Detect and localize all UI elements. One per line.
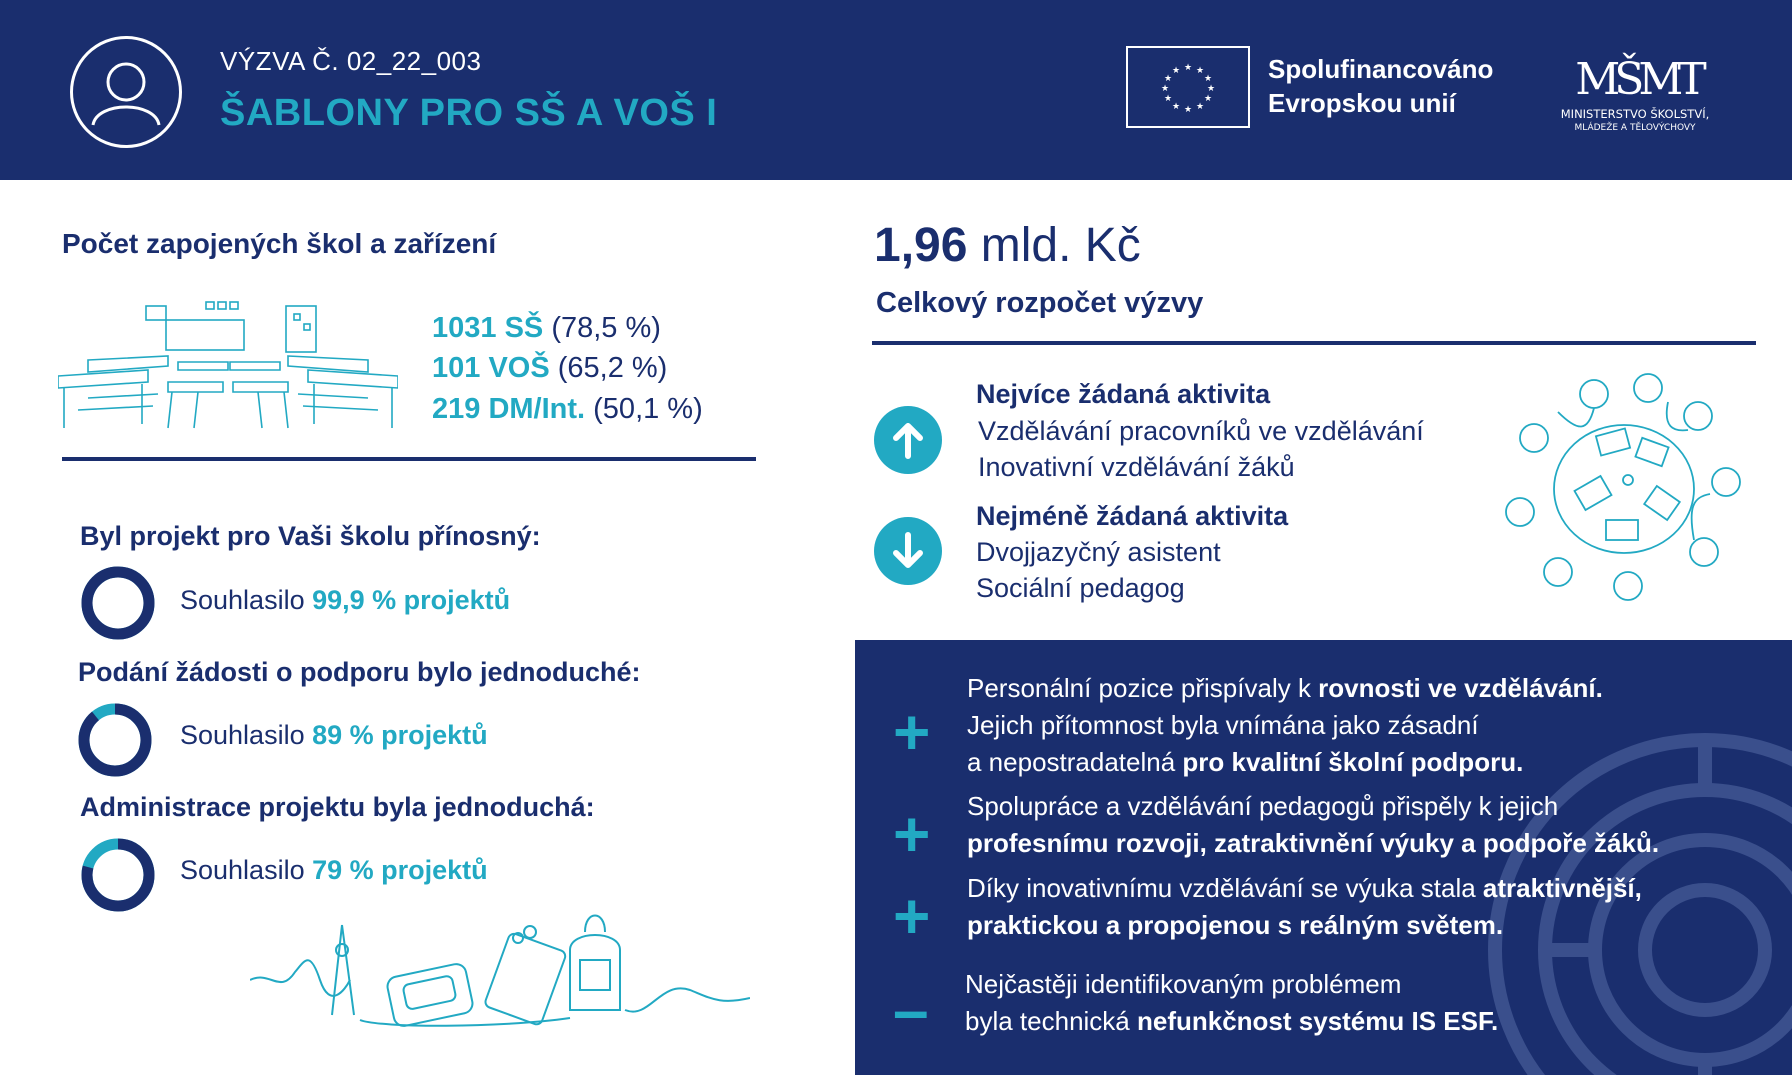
eu-line-2: Evropskou unií [1268, 88, 1456, 118]
arrow-up-icon [874, 406, 942, 474]
svg-text:★: ★ [1163, 74, 1173, 84]
user-icon [70, 36, 182, 148]
donut-chart-2 [77, 702, 153, 778]
budget-amount-number: 1,96 [874, 219, 968, 272]
plus-icon: + [893, 880, 931, 952]
svg-text:★: ★ [1171, 66, 1181, 76]
header-bar [0, 0, 1792, 180]
stat-dm-pct: (50,1 %) [585, 393, 703, 425]
donut-value-arc [84, 709, 146, 771]
donut-chart-1 [80, 565, 156, 641]
plus-icon: + [893, 798, 931, 870]
eu-flag-icon [1126, 46, 1250, 128]
svg-text:★: ★ [1160, 84, 1170, 94]
msmt-logo [1540, 44, 1730, 134]
finding-4 [965, 966, 1498, 1040]
classroom-illustration [58, 298, 398, 432]
finding-2 [967, 788, 1659, 862]
survey-answer-1 [180, 585, 510, 616]
answer-2-value: 89 % projektů [312, 720, 488, 750]
msmt-mark: MŠMT [1575, 54, 1701, 105]
finding-3 [967, 870, 1642, 944]
svg-text:★: ★ [1206, 84, 1216, 94]
stat-ss-count: 1031 SŠ [432, 312, 544, 344]
survey-question-2: Podání žádosti o podporu bylo jednoduché: [78, 657, 641, 687]
finding-1-text-c: a nepostradatelná [967, 747, 1183, 777]
finding-3-bold-a: atraktivnější, [1482, 873, 1642, 903]
least-requested-item-1: Dvojjazyčný asistent [976, 537, 1221, 567]
stat-vos-pct: (65,2 %) [549, 352, 668, 384]
team-illustration [1498, 372, 1750, 606]
most-requested-item-2: Inovativní vzdělávání žáků [978, 452, 1295, 482]
stat-dm-count: 219 DM/Int. [432, 393, 586, 425]
finding-1-bold-a: rovnosti ve vzdělávání. [1318, 673, 1603, 703]
stat-ss-pct: (78,5 %) [543, 312, 661, 344]
svg-text:★: ★ [1203, 94, 1213, 104]
schools-heading: Počet zapojených škol a zařízení [62, 228, 497, 259]
most-requested-title: Nejvíce žádaná aktivita [976, 379, 1271, 409]
eu-cofinanced-text [1268, 52, 1493, 120]
finding-2-text: Spolupráce a vzdělávání pedagogů přispěly k jejich [967, 791, 1559, 821]
school-supplies-illustration [250, 910, 750, 1035]
budget-amount-unit: mld. Kč [967, 219, 1141, 272]
survey-question-3: Administrace projektu byla jednoduchá: [80, 792, 595, 822]
survey-question-1: Byl projekt pro Vaši školu přínosný: [80, 521, 541, 551]
svg-text:★: ★ [1171, 102, 1181, 112]
finding-3-text: Díky inovativnímu vzdělávání se výuka stala [967, 873, 1483, 903]
divider-left [62, 457, 756, 461]
svg-text:★: ★ [1195, 66, 1205, 76]
plus-icon: + [893, 696, 931, 768]
call-title: ŠABLONY PRO SŠ A VOŠ I [220, 92, 718, 134]
answer-1-prefix: Souhlasilo [180, 585, 313, 615]
finding-4-text-a: Nejčastěji identifikovaným problémem [965, 969, 1402, 999]
stat-vos-count: 101 VOŠ [432, 352, 550, 384]
svg-text:★: ★ [1183, 63, 1193, 73]
svg-text:★: ★ [1183, 105, 1193, 115]
finding-1-text-a: Personální pozice přispívaly k [967, 673, 1319, 703]
stat-higher-vocational [432, 352, 667, 385]
minus-icon: – [893, 974, 929, 1046]
answer-1-value: 99,9 % projektů [312, 585, 511, 615]
answer-3-value: 79 % projektů [312, 855, 488, 885]
svg-text:★: ★ [1195, 102, 1205, 112]
finding-1 [967, 670, 1603, 781]
msmt-line-1: MINISTERSTVO ŠKOLSTVÍ, [1560, 107, 1710, 121]
finding-2-bold: profesnímu rozvoji, zatraktivnění výuky a podpoře žáků. [967, 828, 1660, 858]
finding-3-bold-b: praktickou a propojenou s reálným světem. [967, 910, 1504, 940]
stat-dormitories [432, 393, 703, 426]
svg-text:★: ★ [1203, 74, 1213, 84]
finding-1-text-b: Jejich přítomnost byla vnímána jako zásadní [967, 710, 1479, 740]
divider-right [872, 341, 1756, 345]
least-requested-title: Nejméně žádaná aktivita [976, 501, 1289, 531]
findings-panel [855, 640, 1792, 1075]
donut-chart-3 [80, 837, 156, 913]
msmt-line-2: MLÁDEŽE A TĚLOVÝCHOVY [1574, 123, 1696, 133]
budget-amount [874, 218, 1141, 273]
eu-line-1: Spolufinancováno [1268, 54, 1494, 84]
svg-text:★: ★ [1163, 94, 1173, 104]
least-requested-item-2: Sociální pedagog [976, 573, 1185, 603]
budget-label: Celkový rozpočet výzvy [876, 287, 1204, 319]
stat-secondary-schools [432, 312, 661, 345]
answer-2-prefix: Souhlasilo [180, 720, 313, 750]
survey-answer-3 [180, 855, 488, 886]
answer-3-prefix: Souhlasilo [180, 855, 313, 885]
finding-1-bold-b: pro kvalitní školní podporu. [1182, 747, 1524, 777]
finding-4-text-b: byla technická [965, 1006, 1137, 1036]
finding-4-bold: nefunkčnost systému IS ESF. [1136, 1006, 1499, 1036]
donut-value-arc [87, 572, 149, 634]
call-number: VÝZVA Č. 02_22_003 [220, 46, 482, 76]
most-requested-item-1: Vzdělávání pracovníků ve vzdělávání [978, 416, 1424, 446]
survey-answer-2 [180, 720, 488, 751]
arrow-down-icon [874, 517, 942, 585]
